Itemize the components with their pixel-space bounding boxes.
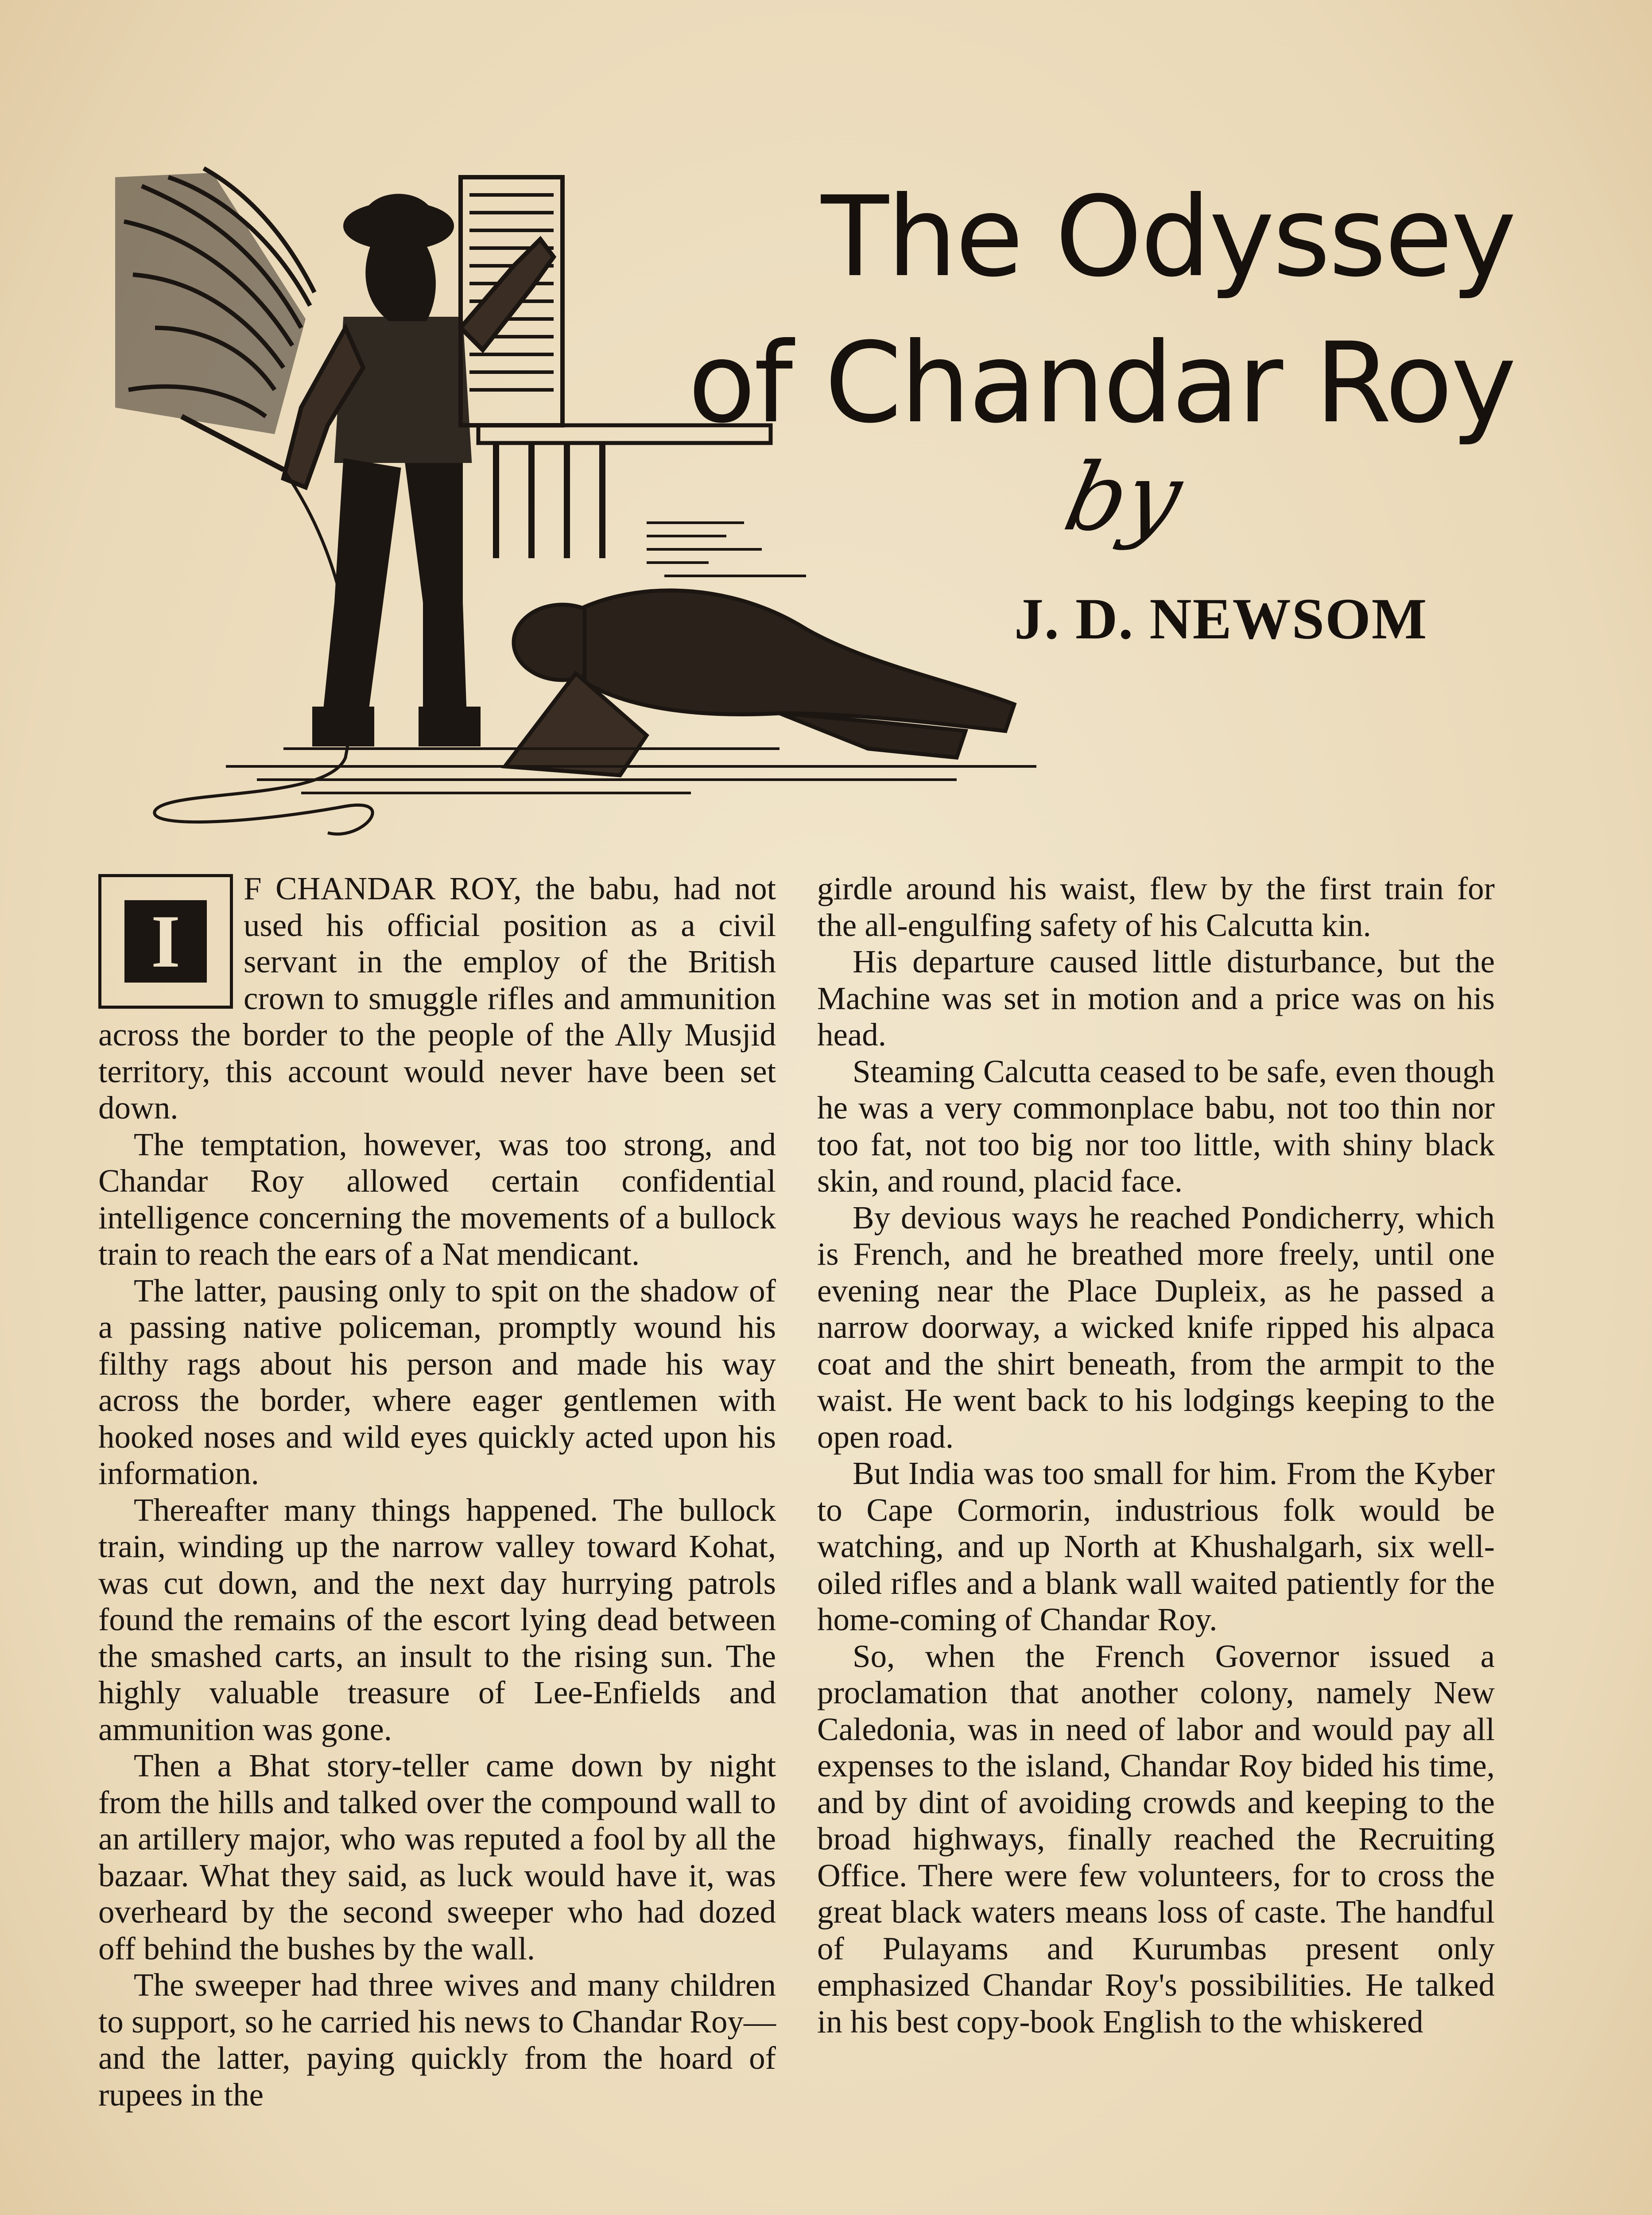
drop-cap-letter: I xyxy=(124,900,207,983)
author-name: J. D. NEWSOM xyxy=(1014,586,1428,651)
paragraph: Steaming Calcutta ceased to be safe, even though he was a very commonplace babu, not too thin nor too fat, not too big nor too little, with shiny black skin, and round, placid face. xyxy=(817,1053,1495,1199)
byline-by: by xyxy=(1055,443,1191,552)
paragraph: girdle around his waist, flew by the first train for the all-engulfing safety of his Calcutta kin. xyxy=(817,870,1495,943)
article-title xyxy=(611,164,1515,456)
paragraph: His departure caused little disturbance, but the Machine was set in motion and a price was on his head. xyxy=(817,944,1495,1053)
text-column-right xyxy=(817,870,1495,2040)
drop-cap xyxy=(98,874,233,1009)
paragraph: The temptation, however, was too strong, and Chandar Roy allowed certain confidential intelligence concerning the movements of a bullock train to reach the ears of a Nat mendicant. xyxy=(98,1126,776,1272)
text-column-left xyxy=(98,870,776,2113)
paragraph: F CHANDAR ROY, the babu, had not used his official position as a civil servant in the employ of the British crown to smuggle rifles and ammunition across the border to the people of the Ally Musjid territory, this account would never have been set down. xyxy=(98,870,776,1126)
paragraph: Thereafter many things happened. The bullock train, winding up the narrow valley toward Kohat, was cut down, and the next day hurrying patrols found the remains of the escort lying dead between the smashed carts, an insult to the rising sun. The highly valuable treasure of Lee-Enfields and ammunition was gone. xyxy=(98,1492,776,1747)
soldier-figure xyxy=(283,196,554,745)
paragraph: But India was too small for him. From the Kyber to Cape Cormorin, industrious folk would be watching, and up North at Khushalgarh, six well-oiled rifles and a blank wall waited patiently for the home-coming of Chandar Roy. xyxy=(817,1455,1495,1637)
paragraph: Then a Bhat story-teller came down by night from the hills and talked over the compound wall to an artillery major, who was reputed a fool by all the bazaar. What they said, as luck would have it, was overheard by the second sweeper who had dozed off behind the bushes by the wall. xyxy=(98,1748,776,1966)
paragraph: So, when the French Governor issued a proclamation that another colony, namely New Caledonia, was in need of labor and would pay all expenses to the island, Chandar Roy bided his time, and by dint of avoiding crowds and keeping to the broad highways, finally reached the Recruiting Office. There were few volunteers, for to cross the great black waters means loss of caste. The handful of Pulayams and Kurumbas present only emphasized Chandar Roy's possibilities. He talked in his best copy-book English to the whiskered xyxy=(817,1638,1495,2040)
title-line-1: The Odyssey xyxy=(821,172,1515,301)
palm-fill xyxy=(115,173,306,434)
title-line-2: of Chandar Roy xyxy=(688,319,1515,447)
paragraph: The sweeper had three wives and many children to support, so he carried his news to Chandar Roy—and the latter, paying quickly from the hoard of rupees in the xyxy=(98,1967,776,2113)
paragraph: The latter, pausing only to spit on the shadow of a passing native policeman, promptly wound his filthy rags about his person and made his way across the border, where eager gentlemen with hooked noses and wild eyes quickly acted upon his information. xyxy=(98,1272,776,1491)
paragraph: By devious ways he reached Pondicherry, which is French, and he breathed more freely, until one evening near the Place Dupleix, as he passed a narrow doorway, a wicked knife ripped his alpaca coat and the shirt beneath, from the armpit to the waist. He went back to his lodgings keeping to the open road. xyxy=(817,1199,1495,1455)
